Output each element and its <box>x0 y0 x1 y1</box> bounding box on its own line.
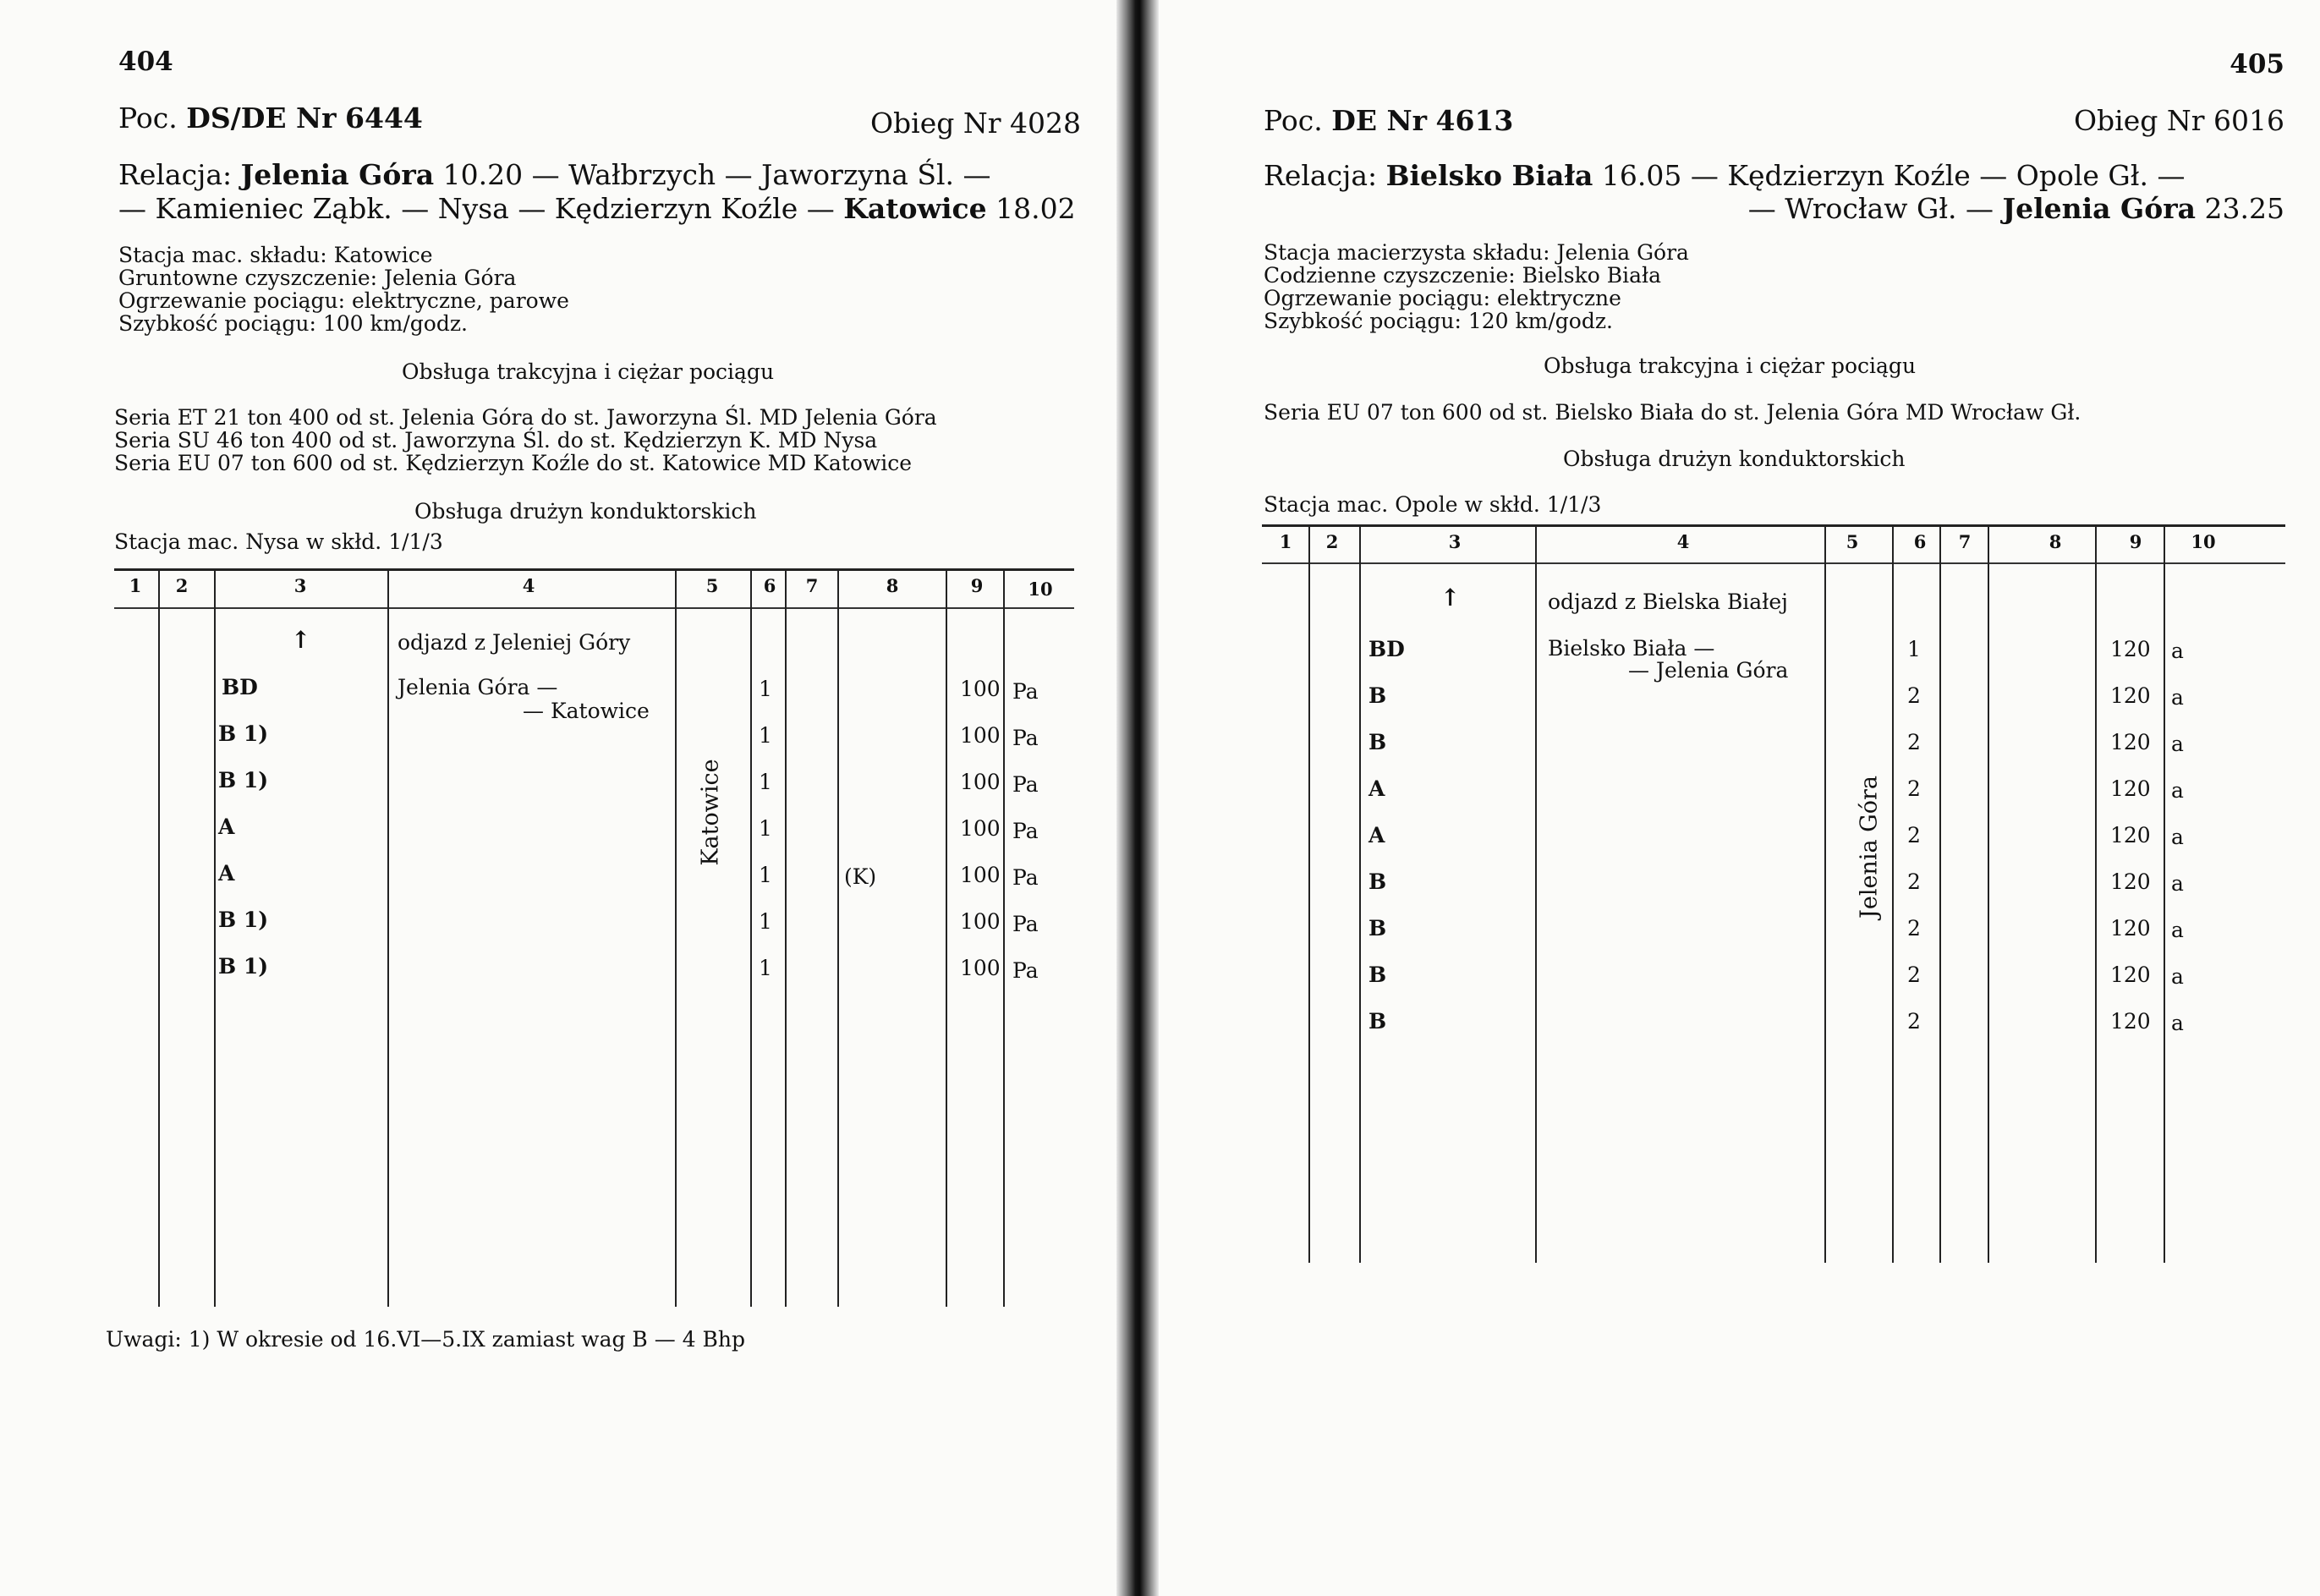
route-line-1: Bielsko Biała — <box>1548 636 1715 661</box>
col-header-5: 5 <box>1846 531 1859 552</box>
crew-station: Stacja mac. Nysa w skłd. 1/1/3 <box>114 529 443 554</box>
book-spine <box>1116 0 1159 1596</box>
train-info: Stacja macierzysta składu: Jelenia Góra Codzienne czyszczenie: Bielsko Biała Ogrzewanie pociągu: elektryczne Szybkość pociągu: 120 km/godz. <box>1264 240 1689 333</box>
table-header-rule <box>1262 562 2285 564</box>
route-line-2: — Jelenia Góra <box>1628 658 1789 683</box>
crew-title: Obsługa drużyn konduktorskich <box>414 499 757 524</box>
seria-list: Seria EU 07 ton 600 od st. Bielsko Biała do st. Jelenia Góra MD Wrocław Gł. <box>1264 400 2081 425</box>
col-header-10: 10 <box>2191 531 2216 552</box>
obieg-number: Obieg Nr 6016 <box>2073 104 2284 137</box>
col-header-1: 1 <box>1279 531 1292 552</box>
col-header-4: 4 <box>522 575 535 596</box>
col-header-6: 6 <box>1913 531 1927 552</box>
relacja-line-2: — Kamieniec Ząbk. — Nysa — Kędzierzyn Koźle — Katowice 18.02 <box>118 192 1076 225</box>
col-header-2: 2 <box>1325 531 1339 552</box>
up-arrow-icon: ↑ <box>291 626 311 654</box>
route-line-2: — Katowice <box>523 699 650 723</box>
col-header-7: 7 <box>805 575 819 596</box>
obieg-number: Obieg Nr 4028 <box>869 107 1081 140</box>
col-header-4: 4 <box>1676 531 1690 552</box>
col-header-3: 3 <box>293 575 307 596</box>
relacja-line-1: Relacja: Jelenia Góra 10.20 — Wałbrzych — Jaworzyna Śl. — <box>118 158 991 191</box>
departure-label: odjazd z Bielska Białej <box>1548 590 1788 614</box>
train-header: Poc. DS/DE Nr 6444 <box>118 101 423 134</box>
traction-title: Obsługa trakcyjna i ciężar pociągu <box>1544 354 1917 378</box>
crew-title: Obsługa drużyn konduktorskich <box>1563 447 1906 471</box>
col-header-3: 3 <box>1448 531 1462 552</box>
table-top-rule <box>114 568 1074 571</box>
col-header-7: 7 <box>1958 531 1972 552</box>
col-header-5: 5 <box>705 575 719 596</box>
left-page: 404 Poc. DS/DE Nr 6444 Obieg Nr 4028 Relacja: Jelenia Góra 10.20 — Wałbrzych — Jaworzyna Śl. — — Kamieniec Ząbk. — Nysa — Kędzierzyn Koźle — Katowice 18.02 Stacja mac. składu: Katowice Gruntowne czyszczenie: Jelenia Góra Ogrzewanie pociągu: elektryczne, parowe Szybkość pociągu: 100 km/godz. Obsługa trakcyjna i ciężar pociągu Seria ET 21 ton 400 od st. Jelenia Góra do st. Jaworzyna Śl. MD Jelenia Góra Seria SU 46 ton 400 od st. Jaworzyna Śl. do st. Kędzierzyn K. MD Nysa Seria EU 07 ton 600 od st. Kędzierzyn Koźle do st. Katowice MD Katowice Obsługa drużyn konduktorskich Stacja mac. Nysa w skłd. 1/1/3 1 2 3 4 5 6 7 8 9 10 ↑ odjazd z Jeleniej Góry Jelenia Góra — — Katowice Katowice BD 1 100 Pa B 1) 1 100 Pa B 1) 1 100 Pa A 1 100 Pa A 1 (K) 100 Pa B 1) 1 100 Pa B 1) 1 100 Pa Uwagi: 1) W okresie od 16.VI—5.IX zamiast wag B — 4 Bhp <box>0 0 1116 1596</box>
col-header-10: 10 <box>1028 579 1053 600</box>
col5-destination: Jelenia Góra <box>1856 776 1883 919</box>
table-header-rule <box>114 607 1074 609</box>
train-info: Stacja mac. składu: Katowice Gruntowne czyszczenie: Jelenia Góra Ogrzewanie pociągu: elektryczne, parowe Szybkość pociągu: 100 km/godz. <box>118 243 569 336</box>
traction-title: Obsługa trakcyjna i ciężar pociągu <box>402 359 775 384</box>
up-arrow-icon: ↑ <box>1440 584 1461 612</box>
col-header-2: 2 <box>175 575 189 596</box>
page-number: 405 <box>2230 49 2284 80</box>
col-header-8: 8 <box>886 575 899 596</box>
seria-list: Seria ET 21 ton 400 od st. Jelenia Góra do st. Jaworzyna Śl. MD Jelenia Góra Seria SU 46 ton 400 od st. Jaworzyna Śl. do st. Kędzierzyn K. MD Nysa Seria EU 07 ton 600 od st. Kędzierzyn Koźle do st. Katowice MD Katowice <box>114 405 937 475</box>
col5-destination: Katowice <box>697 759 724 866</box>
col-header-9: 9 <box>970 575 984 596</box>
col-header-6: 6 <box>763 575 776 596</box>
col-header-1: 1 <box>129 575 142 596</box>
footnote: Uwagi: 1) W okresie od 16.VI—5.IX zamiast wag B — 4 Bhp <box>106 1327 746 1352</box>
right-page: 405 Poc. DE Nr 4613 Obieg Nr 6016 Relacja: Bielsko Biała 16.05 — Kędzierzyn Koźle — Opole Gł. — — Wrocław Gł. — Jelenia Góra 23.25 Stacja macierzysta składu: Jelenia Góra Codzienne czyszczenie: Bielsko Biała Ogrzewanie pociągu: elektryczne Szybkość pociągu: 120 km/godz. Obsługa trakcyjna i ciężar pociągu Seria EU 07 ton 600 od st. Bielsko Biała do st. Jelenia Góra MD Wrocław Gł. Obsługa drużyn konduktorskich Stacja mac. Opole w skłd. 1/1/3 1 2 3 4 5 6 7 8 9 10 ↑ odjazd z Bielska Białej Bielsko Biała — — Jelenia Góra Jelenia Góra BD 1 120 a B 2 120 a B 2 120 a A 2 120 a A 2 120 a B 2 120 a B 2 120 a B 2 120 a B 2 120 a <box>1159 0 2320 1596</box>
table-top-rule <box>1262 524 2285 527</box>
col-header-9: 9 <box>2129 531 2142 552</box>
train-header: Poc. DE Nr 4613 <box>1264 104 1514 137</box>
departure-label: odjazd z Jeleniej Góry <box>398 630 631 655</box>
relacja-line-2: — Wrocław Gł. — Jelenia Góra 23.25 <box>1747 192 2284 225</box>
route-line-1: Jelenia Góra — <box>398 675 558 699</box>
crew-station: Stacja mac. Opole w skłd. 1/1/3 <box>1264 492 1602 517</box>
page-number: 404 <box>118 47 173 77</box>
col-header-8: 8 <box>2049 531 2062 552</box>
relacja-line-1: Relacja: Bielsko Biała 16.05 — Kędzierzyn Koźle — Opole Gł. — <box>1264 159 2186 192</box>
